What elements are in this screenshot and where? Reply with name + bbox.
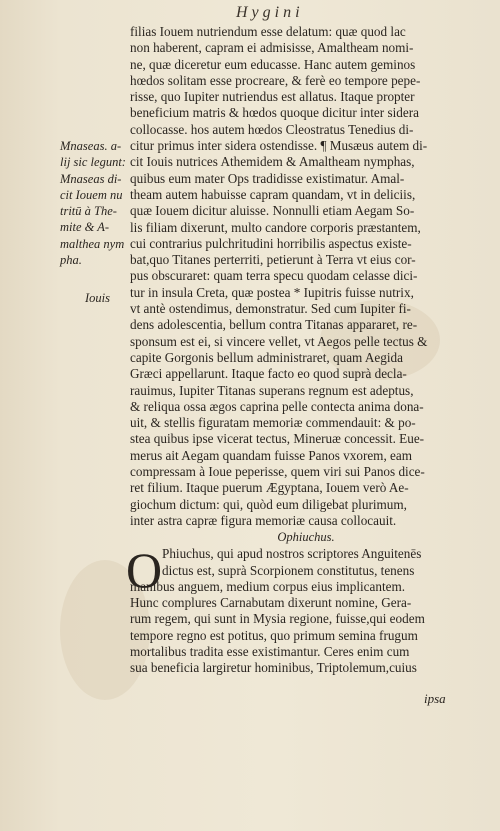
- margin-note-line: Mnaseas di-: [60, 171, 122, 186]
- text-line: sponsum est ei, si vincere vellet, vt Aegos pelle tectus &: [130, 333, 428, 349]
- margin-note-line: tritū à The-: [60, 204, 117, 219]
- text-line: sua beneficia largiretur hominibus, Triptolemum,cuius: [130, 660, 417, 676]
- running-head-text: Hygini: [236, 4, 304, 21]
- text-line: capite Gorgonis bellum administraret, quam Aegida: [130, 349, 403, 365]
- text-line: compressam à Ioue peperisse, quem viri sui Panos dice-: [130, 464, 425, 480]
- main-text: [126, 24, 472, 677]
- text-line: mortalibus tradita esse existimantur. Ceres enim cum: [130, 643, 410, 659]
- body-paragraph: [130, 24, 472, 529]
- text-line: Phiuchus, qui apud nostros scriptores Anguitenēs: [162, 546, 422, 562]
- text-line: ne, quæ diceretur eum educasse. Hanc autem geminos: [130, 56, 416, 72]
- text-line: cui contrarius pulchritudini horribilis aspectus existe-: [130, 235, 412, 251]
- text-line: vt antè ostendimus, demonstratur. Sed cum Iupiter fi-: [130, 301, 411, 317]
- text-line: cit Iouis nutrices Athemidem & Amaltheam nymphas,: [130, 154, 415, 170]
- text-line: tempore regno est potitus, quo primum semina frugum: [130, 627, 418, 643]
- text-line: inter astra capræ figura memoriæ causa collocauit.: [130, 512, 397, 528]
- text-line: hœdos solitam esse procreare, & ferè eo tempore pepe-: [130, 72, 421, 88]
- margin-note-line: Mnaseas. a-: [60, 139, 122, 153]
- text-line: filias Iouem nutriendum esse delatum: quæ quod lac: [130, 24, 406, 39]
- margin-note-line: mite & A-: [60, 220, 110, 235]
- text-line: Hunc complures Carnabutam dixerunt nomine, Gera-: [130, 595, 412, 611]
- text-line: Græci appellarunt. Itaque facto eo quod suprà decla-: [130, 366, 407, 382]
- margin-reference: Iouis: [85, 291, 110, 305]
- text-line: stea quibus ipse vicerat tectus, Mineruæ concessit. Eue-: [130, 431, 425, 447]
- text-line: quæ Iouem dicitur aluisse. Nonnulli etiam Aegam So-: [130, 203, 415, 219]
- text-line: rauimus, Iupiter Titanas superans regnum est adeptus,: [130, 382, 414, 398]
- margin-note: [60, 138, 130, 268]
- margin-note-line: lij sic legunt:: [60, 155, 126, 170]
- text-line: pus obscuraret: quam terra specu quodam celasse dici-: [130, 268, 418, 284]
- text-line: & reliqua ossa ægos caprina pelle contecta anima dona-: [130, 398, 424, 414]
- text-line: uit, & stellis figuratam memoriæ commendauit: & po-: [130, 415, 416, 431]
- section-title: Ophiuchus.: [277, 530, 335, 545]
- text-line: manibus anguem, medium corpus eius implicantem.: [130, 578, 406, 594]
- text-line: tur in insula Creta, quæ postea * Iupitris fuisse nutrix,: [130, 284, 414, 300]
- text-line: dictus est, suprà Scorpionem constitutus, tenens: [162, 562, 415, 578]
- catchword: ipsa: [424, 691, 446, 706]
- section-paragraph: [126, 542, 472, 676]
- margin-note-line: cit Iouem nu: [60, 187, 123, 202]
- text-line: ret filium. Itaque puerum Ægyptana, Iouem verò Ae-: [130, 480, 409, 496]
- margin-note-line: malthea nym: [60, 236, 125, 251]
- text-line: collocasse. hos autem hœdos Cleostratus Tenedius di-: [130, 121, 414, 137]
- text-line: rum regem, qui sunt in Mysia regione, fuisse,qui eodem: [130, 611, 425, 627]
- drop-cap: O: [126, 542, 163, 599]
- text-line: citur primus inter sidera ostendisse. ¶ Musæus autem di-: [130, 138, 428, 154]
- text-line: beneficium matris & hœdos quoque dicitur inter sidera: [130, 105, 419, 121]
- text-line: merus ait Aegam quandam fuisse Panos vxorem, eam: [130, 447, 412, 463]
- text-line: risse, quo Iupiter nutriendus est allatus. Itaque propter: [130, 89, 415, 105]
- text-line: lis filiam dixerunt, multo candore corporis præstantem,: [130, 219, 421, 235]
- margin-note-line: pha.: [60, 253, 82, 268]
- text-line: non haberent, capram ei admisisse, Amaltheam nomi-: [130, 40, 414, 56]
- text-line: quibus eum mater Ops tradidisse existimatur. Amal-: [130, 170, 405, 186]
- text-line: theam autem habuisse capram quandam, vt in deliciis,: [130, 186, 416, 202]
- text-line: giochum dictum: qui, quòd eum diligebat plurimum,: [130, 496, 407, 512]
- text-line: bat,quo Titanes perterriti, petierunt à Terra vt eius cor-: [130, 252, 416, 268]
- text-line: dens adolescentia, bellum contra Titanas appararet, re-: [130, 317, 418, 333]
